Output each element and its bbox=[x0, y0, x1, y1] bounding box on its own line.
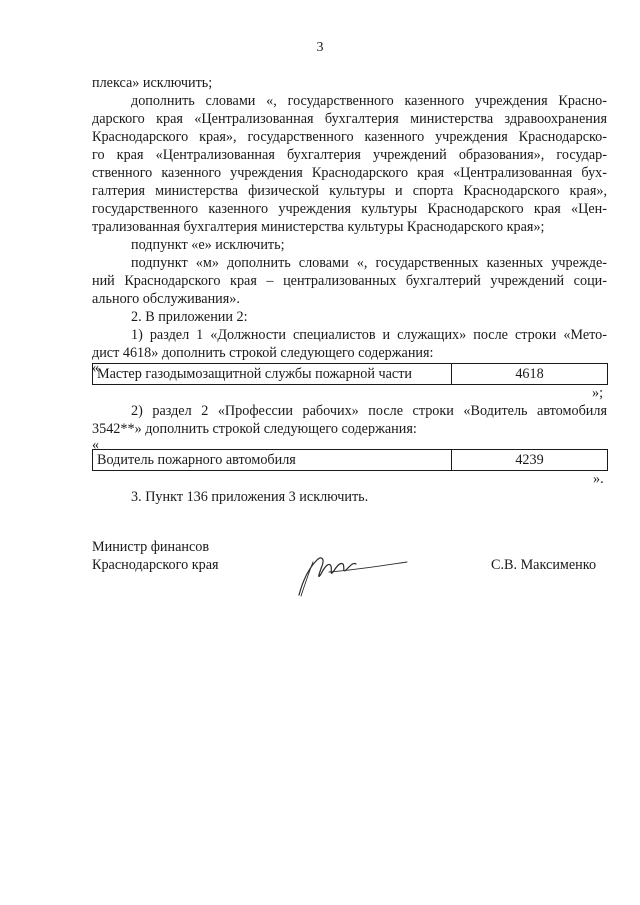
table-row bbox=[93, 364, 608, 385]
signatory-name: С.В. Максименко bbox=[491, 557, 597, 573]
signatory-position-line-1: Министр финансов bbox=[92, 539, 210, 555]
body-line-2: дополнить словами «, государственного казенного учреждения Красно- bbox=[131, 93, 607, 109]
body-line-10: подпункт «е» исключить; bbox=[131, 237, 285, 253]
body-line-6: ственного казенного учреждения Краснодарского края «Централизованная бух- bbox=[92, 165, 607, 181]
body-line-14: 2. В приложении 2: bbox=[131, 309, 248, 325]
open-quote-2: « bbox=[92, 437, 100, 453]
body-line-8: государственного казенного учреждения культуры Краснодарского края «Цен- bbox=[92, 201, 607, 217]
table-row bbox=[93, 450, 608, 471]
body-line-12: ний Краснодарского края – централизованных бухгалтерий учреждений соци- bbox=[92, 273, 607, 289]
close-quote-1: »; bbox=[592, 385, 604, 401]
table-cell-name: Мастер газодымозащитной службы пожарной части bbox=[93, 364, 452, 385]
body-line-3: дарского края «Централизованная бухгалтерия министерства здравоохранения bbox=[92, 111, 607, 127]
table-cell-code: 4239 bbox=[452, 450, 608, 471]
body-line-13: ального обслуживания». bbox=[92, 291, 240, 307]
body-line-16: дист 4618» дополнить строкой следующего содержания: bbox=[92, 345, 434, 361]
body-line-1: плекса» исключить; bbox=[92, 75, 213, 91]
added-row-table-1 bbox=[92, 363, 608, 385]
body-line-7: галтерия министерства физической культуры и спорта Краснодарского края», bbox=[92, 183, 607, 199]
close-quote-2: ». bbox=[593, 471, 604, 487]
body-line-9: трализованная бухгалтерия министерства культуры Краснодарского края»; bbox=[92, 219, 545, 235]
signatory-position-line-2: Краснодарского края bbox=[92, 557, 219, 573]
handwritten-signature bbox=[295, 540, 415, 600]
table-cell-name: Водитель пожарного автомобиля bbox=[93, 450, 452, 471]
body-line-11: подпункт «м» дополнить словами «, государственных казенных учрежде- bbox=[131, 255, 607, 271]
body-line-5: го края «Централизованная бухгалтерия учреждений образования», государ- bbox=[92, 147, 607, 163]
added-row-table-2 bbox=[92, 449, 608, 471]
open-quote-1: « bbox=[92, 360, 100, 376]
section-2-line-1: 2) раздел 2 «Профессии рабочих» после строки «Водитель автомобиля bbox=[131, 403, 607, 419]
section-2-line-2: 3542**» дополнить строкой следующего содержания: bbox=[92, 421, 417, 437]
item-3: 3. Пункт 136 приложения 3 исключить. bbox=[131, 489, 369, 505]
body-line-4: Краснодарского края», государственного казенного учреждения Краснодарско- bbox=[92, 129, 607, 145]
table-cell-code: 4618 bbox=[452, 364, 608, 385]
page-number: 3 bbox=[316, 40, 324, 55]
body-line-15: 1) раздел 1 «Должности специалистов и служащих» после строки «Мето- bbox=[131, 327, 607, 343]
